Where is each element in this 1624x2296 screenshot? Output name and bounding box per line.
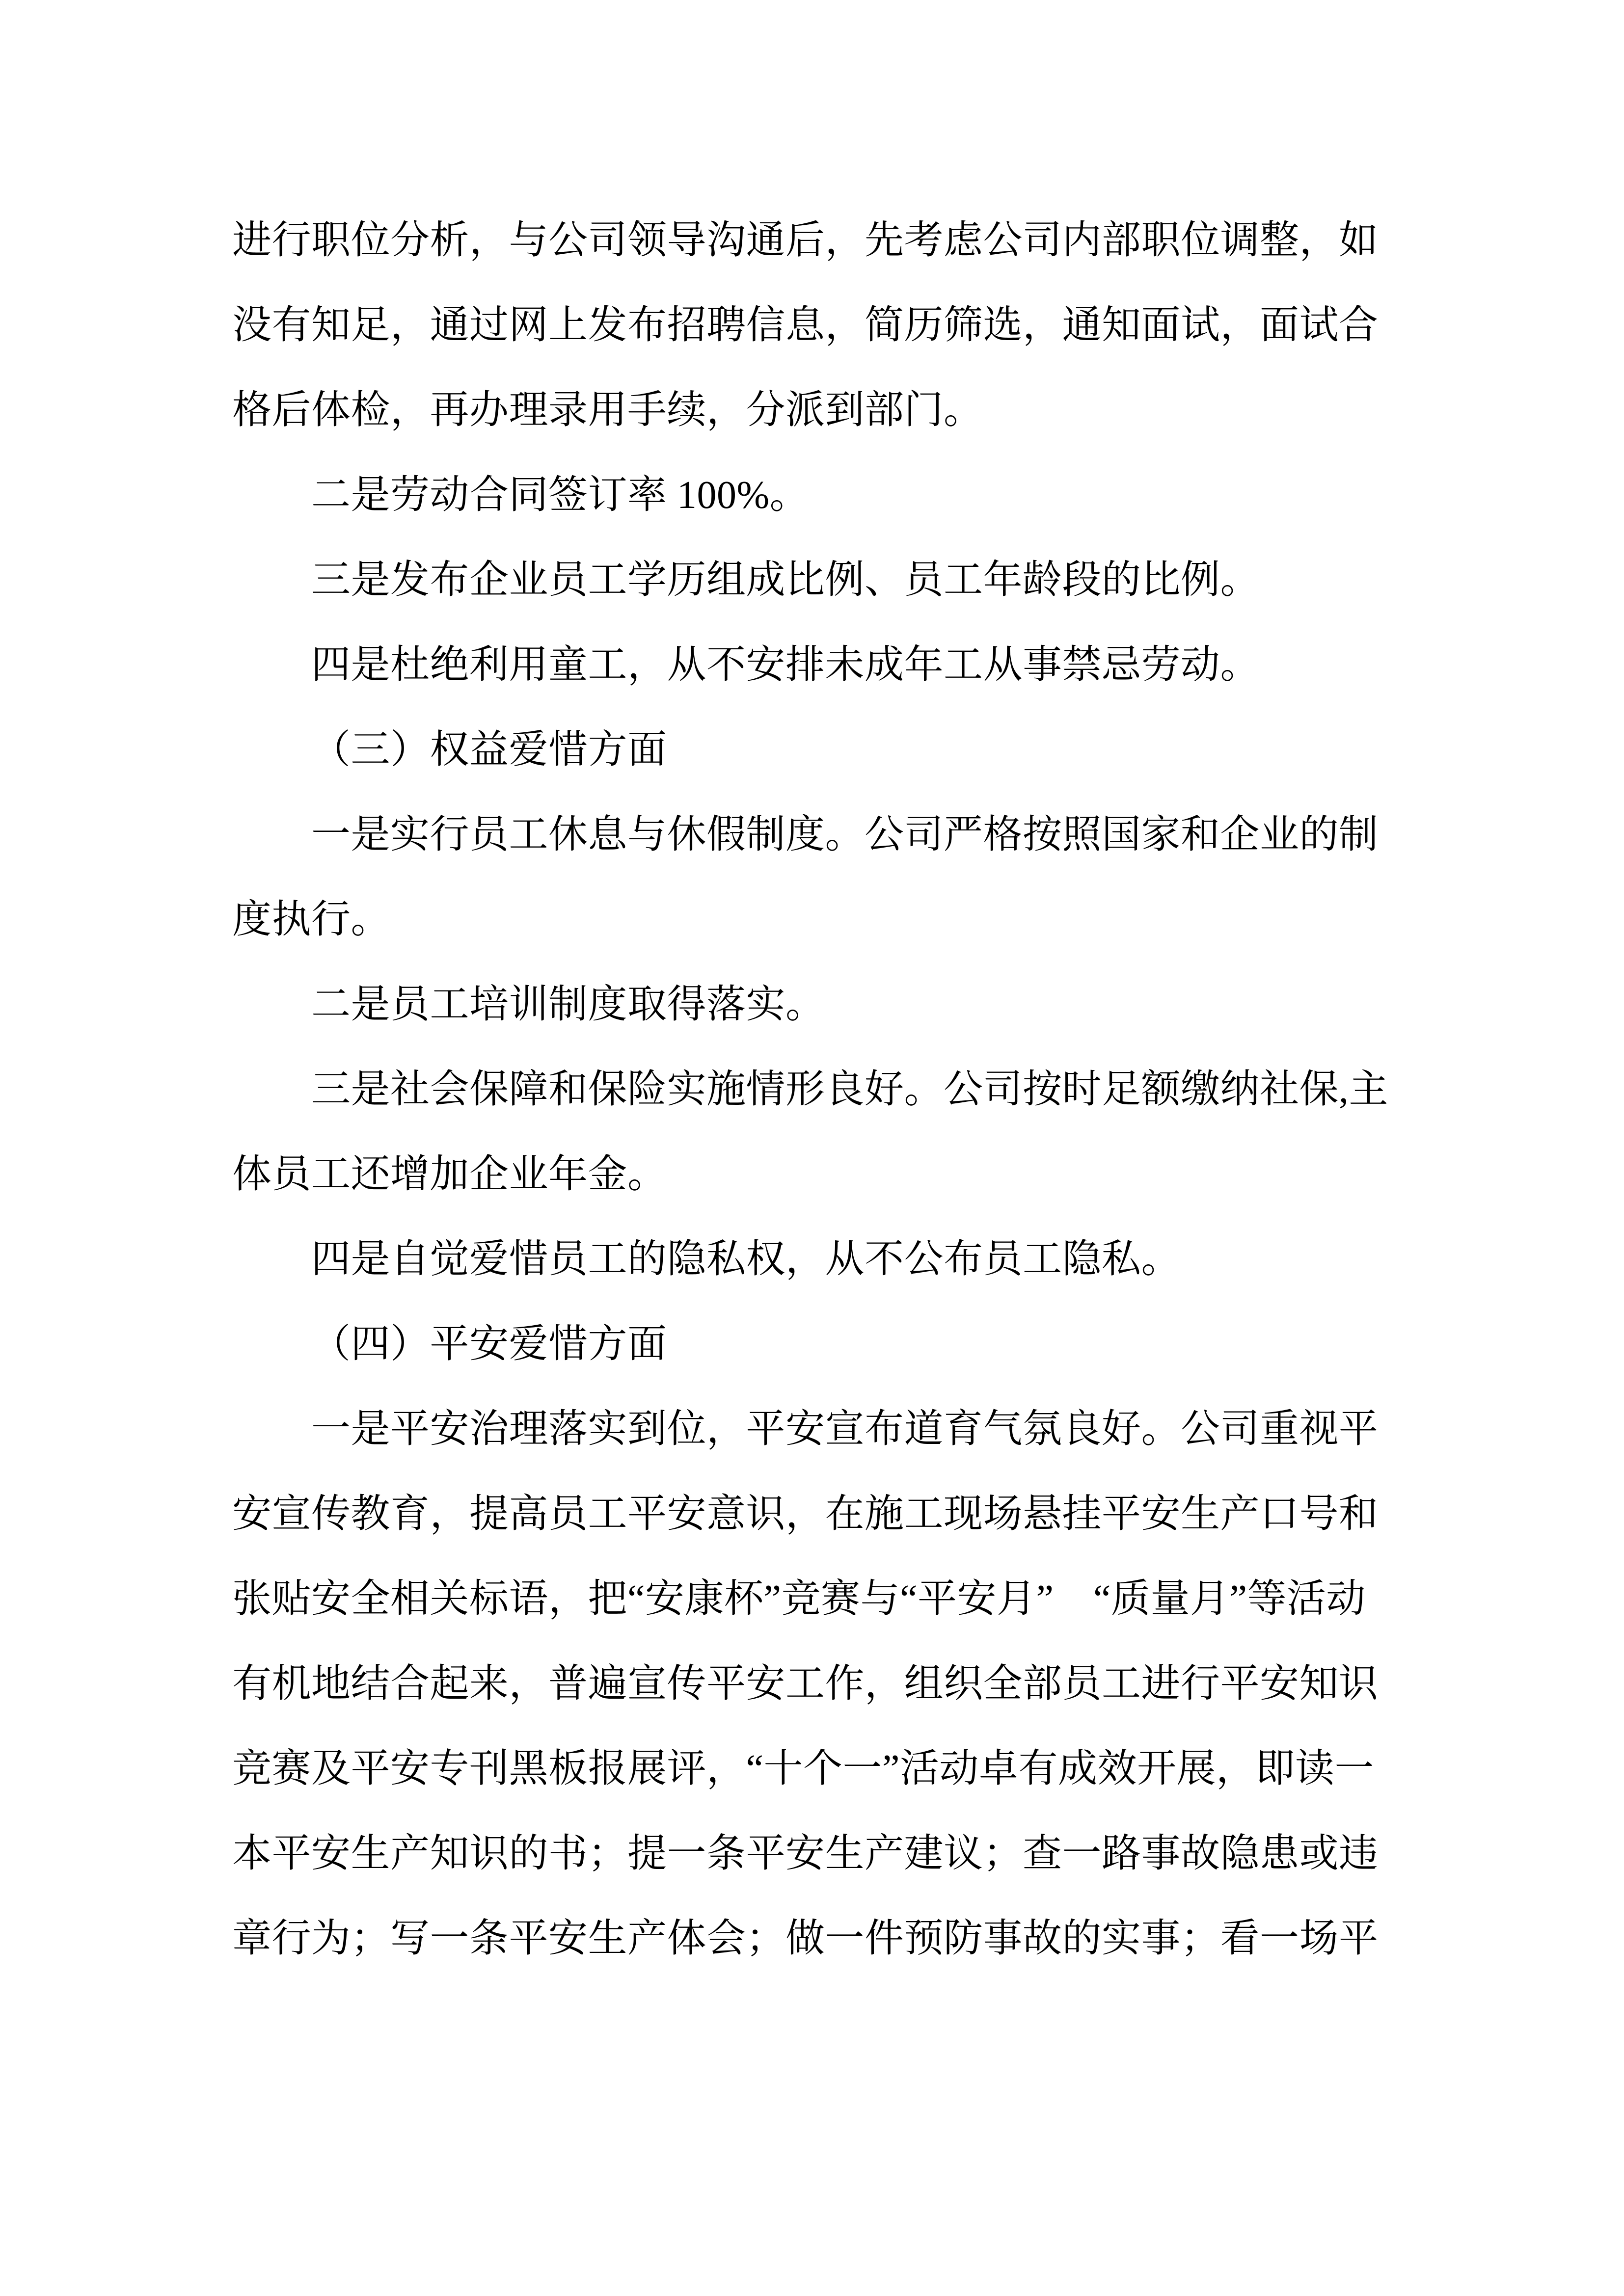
text-line: 进行职位分析，与公司领导沟通后，先考虑公司内部职位调整，如 <box>232 219 1379 262</box>
text-line-section-heading: （三）权益爱惜方面 <box>311 728 667 772</box>
text-line: 一是实行员工休息与休假制度。公司严格按照国家和企业的制 <box>311 813 1379 856</box>
text-line: 章行为；写一条平安生产体会；做一件预防事故的实事；看一场平 <box>232 1917 1379 1960</box>
text-line: 竞赛及平安专刊黑板报展评，“十个一”活动卓有成效开展，即读一 <box>232 1747 1375 1790</box>
text-line: 度执行。 <box>232 898 390 941</box>
text-line: 张贴安全相关标语，把“安康杯”竞赛与“平安月” “质量月”等活动 <box>232 1577 1366 1621</box>
document-text-block <box>232 198 1396 1981</box>
text-line: 安宣传教育，提高员工平安意识，在施工现场悬挂平安生产口号和 <box>232 1493 1379 1536</box>
text-line: 一是平安治理落实到位，平安宣布道育气氛良好。公司重视平 <box>311 1408 1379 1451</box>
text-line: 没有知足，通过网上发布招聘信息，简历筛选，通知面试，面试合 <box>232 304 1379 347</box>
text-line: 二是员工培训制度取得落实。 <box>311 983 825 1026</box>
text-line: 体员工还增加企业年金。 <box>232 1153 667 1196</box>
text-line: 四是杜绝利用童工，从不安排未成年工从事禁忌劳动。 <box>311 643 1260 687</box>
text-line: 二是劳动合同签订率 100%。 <box>311 474 810 517</box>
text-line: 有机地结合起来，普遍宣传平安工作，组织全部员工进行平安知识 <box>232 1662 1379 1706</box>
text-line: 本平安生产知识的书；提一条平安生产建议；查一路事故隐患或违 <box>232 1832 1379 1875</box>
text-line-section-heading: （四）平安爱惜方面 <box>311 1323 667 1366</box>
text-line: 三是发布企业员工学历组成比例、员工年龄段的比例。 <box>311 559 1260 602</box>
text-line: 三是社会保障和保险实施情形良好。公司按时足额缴纳社保,主 <box>311 1068 1388 1111</box>
text-line: 格后体检，再办理录用手续，分派到部门。 <box>232 389 983 432</box>
text-line: 四是自觉爱惜员工的隐私权，从不公布员工隐私。 <box>311 1238 1181 1281</box>
